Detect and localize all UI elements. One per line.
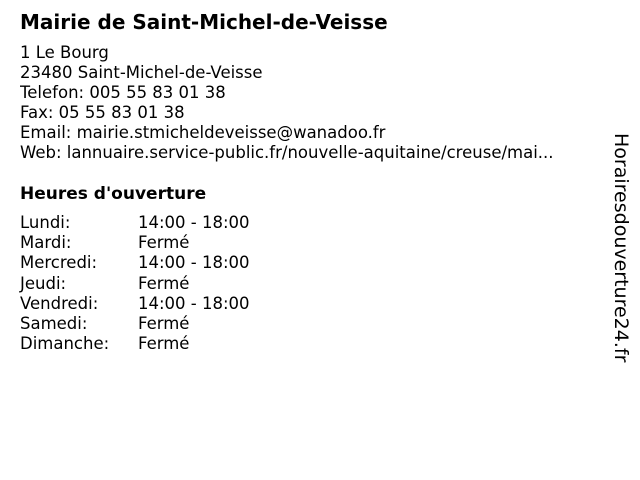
hours-heading: Heures d'ouverture [20,184,207,204]
hours-row-sunday [20,334,250,354]
hours-row-friday [20,294,250,314]
phone-text: Telefon: 005 55 83 01 38 [20,83,226,102]
hours-row-saturday [20,314,250,334]
hours-day-label: Lundi: [20,213,71,232]
hours-time: 14:00 - 18:00 [138,213,250,232]
address-line-1: 1 Le Bourg [20,43,109,62]
hours-row-monday [20,213,250,233]
email-text: Email: mairie.stmicheldeveisse@wanadoo.fr [20,123,386,142]
address-line-2: 23480 Saint-Michel-de-Veisse [20,63,263,82]
hours-time: Fermé [138,334,190,354]
hours-time: 14:00 - 18:00 [138,253,250,273]
contact-block [20,43,600,163]
hours-day-label: Dimanche: [20,334,110,354]
page-title: Mairie de Saint-Michel-de-Veisse [20,10,388,34]
hours-day-label: Mercredi: [20,253,98,273]
hours-day-label: Mardi: [20,233,72,253]
fax-text: Fax: 05 55 83 01 38 [20,103,185,122]
hours-row-tuesday [20,233,250,253]
hours-time: 14:00 - 18:00 [138,293,250,313]
hours-time: Fermé [138,233,190,253]
site-watermark: Horairesdouverture24.fr [610,133,632,363]
hours-day-label: Jeudi: [20,273,67,293]
hours-time: Fermé [138,314,190,334]
hours-day-label: Samedi: [20,314,88,334]
hours-row-wednesday [20,253,250,273]
hours-row-thursday [20,274,250,294]
web-text: Web: lannuaire.service-public.fr/nouvelle-aquitaine/creuse/mai... [20,143,554,162]
hours-time: Fermé [138,273,190,293]
hours-day-label: Vendredi: [20,293,99,313]
hours-list [20,213,250,354]
